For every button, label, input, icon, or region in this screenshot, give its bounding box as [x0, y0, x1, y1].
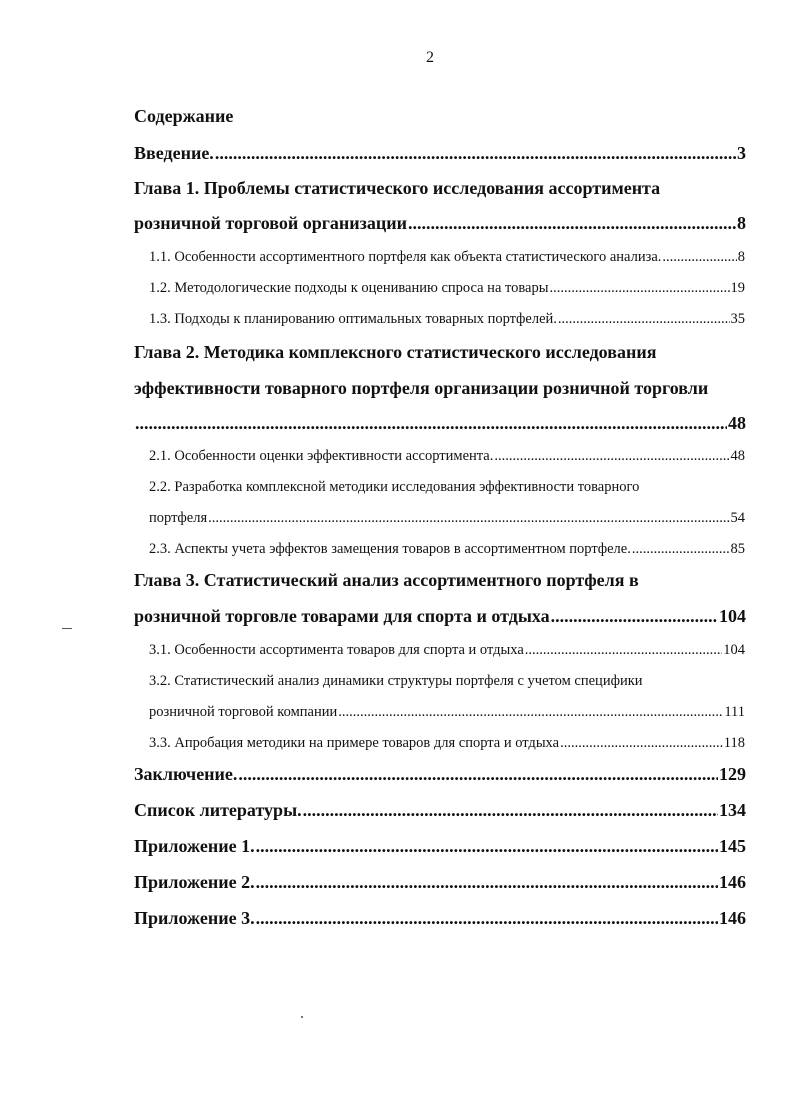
dot-leader [560, 735, 723, 752]
toc-chapter3-line1[interactable]: Глава 3. Статистический анализ ассортиментного портфеля в [134, 570, 639, 590]
toc-entry-3-3[interactable] [149, 735, 745, 752]
toc-entry-2-1[interactable] [149, 448, 745, 465]
dot-leader [256, 908, 718, 929]
toc-entry-chapter1[interactable] [134, 213, 746, 234]
toc-entry-label: 2.1. Особенности оценки эффективности ассортимента. [149, 448, 494, 464]
dot-leader [303, 800, 718, 821]
toc-entry-label: портфеля [149, 510, 208, 526]
toc-entry-page: 146 [719, 908, 746, 928]
toc-entry-intro[interactable] [134, 143, 746, 164]
dot-leader [338, 704, 723, 721]
toc-entry-chapter3[interactable] [134, 606, 746, 627]
dot-leader [408, 213, 736, 234]
toc-entry-label: Приложение 2. [134, 872, 255, 892]
toc-entry-label: Заключение. [134, 764, 238, 784]
toc-entry-page: 8 [737, 213, 746, 233]
dot-leader [632, 541, 730, 558]
toc-entry-3-2[interactable] [149, 704, 745, 721]
toc-entry-page: 111 [724, 704, 745, 720]
toc-entry-label: розничной торговой организации [134, 213, 408, 233]
dot-leader [215, 143, 736, 164]
toc-section-3-2-line1[interactable]: 3.2. Статистический анализ динамики структуры портфеля с учетом специфики [149, 673, 643, 689]
toc-entry-page: 48 [728, 413, 746, 433]
dot-leader [256, 872, 718, 893]
toc-entry-label: 2.3. Аспекты учета эффектов замещения товаров в ассортиментном портфеле. [149, 541, 631, 557]
dot-leader [135, 413, 727, 434]
toc-entry-label: 3.1. Особенности ассортимента товаров для спорта и отдыха [149, 642, 524, 658]
toc-heading: Содержание [134, 106, 234, 126]
toc-entry-label: розничной торговой компании [149, 704, 338, 720]
dot-leader [494, 448, 729, 465]
dot-leader [551, 606, 718, 627]
dot-leader [550, 280, 730, 297]
toc-entry-label: 1.1. Особенности ассортиментного портфеля как объекта статистического анализа. [149, 249, 662, 265]
dot-leader [256, 836, 718, 857]
toc-entry-page: 104 [719, 606, 746, 626]
toc-entry-1-1[interactable] [149, 249, 745, 266]
page-number: 2 [426, 49, 434, 66]
toc-entry-label: Список литературы. [134, 800, 302, 820]
toc-chapter1-line1[interactable]: Глава 1. Проблемы статистического исследования ассортимента [134, 178, 661, 198]
toc-section-2-2-line1[interactable]: 2.2. Разработка комплексной методики исследования эффективности товарного [149, 479, 640, 495]
toc-entry-appendix-1[interactable] [134, 836, 746, 857]
toc-entry-page: 118 [723, 735, 745, 751]
toc-entry-page: 19 [730, 280, 745, 296]
toc-entry-conclusion[interactable] [134, 764, 746, 785]
toc-entry-label: Приложение 3. [134, 908, 255, 928]
toc-entry-page: 8 [737, 249, 745, 265]
toc-entry-page: 146 [719, 872, 746, 892]
toc-entry-page: 104 [723, 642, 745, 658]
toc-entry-references[interactable] [134, 800, 746, 821]
toc-entry-label: розничной торговле товарами для спорта и отдыха [134, 606, 550, 626]
toc-entry-appendix-2[interactable] [134, 872, 746, 893]
toc-entry-2-2[interactable] [149, 510, 745, 527]
toc-chapter2-line2[interactable]: эффективности товарного портфеля организации розничной торговли [134, 378, 709, 398]
toc-entry-1-2[interactable] [149, 280, 745, 297]
toc-entry-1-3[interactable] [149, 311, 745, 328]
toc-entry-chapter2[interactable] [134, 413, 746, 434]
toc-chapter2-line1[interactable]: Глава 2. Методика комплексного статистического исследования [134, 342, 657, 362]
toc-entry-label: 1.3. Подходы к планированию оптимальных товарных портфелей. [149, 311, 557, 327]
toc-entry-page: 145 [719, 836, 746, 856]
toc-entry-page: 35 [730, 311, 745, 327]
scan-mark [62, 628, 72, 629]
toc-entry-page: 54 [730, 510, 745, 526]
toc-entry-label: Приложение 1. [134, 836, 255, 856]
dot-leader [558, 311, 730, 328]
scan-dot [301, 1016, 303, 1018]
toc-entry-label: 1.2. Методологические подходы к оцениванию спроса на товары [149, 280, 549, 296]
toc-entry-label: 3.3. Апробация методики на примере товаров для спорта и отдыха [149, 735, 560, 751]
toc-entry-page: 134 [719, 800, 746, 820]
dot-leader [208, 510, 729, 527]
toc-entry-page: 3 [737, 143, 746, 163]
toc-entry-2-3[interactable] [149, 541, 745, 558]
toc-entry-3-1[interactable] [149, 642, 745, 659]
toc-entry-page: 85 [730, 541, 745, 557]
toc-entry-appendix-3[interactable] [134, 908, 746, 929]
toc-entry-label: Введение. [134, 143, 214, 163]
dot-leader [662, 249, 736, 266]
toc-entry-page: 48 [730, 448, 745, 464]
dot-leader [238, 764, 718, 785]
toc-entry-page: 129 [719, 764, 746, 784]
dot-leader [525, 642, 723, 659]
